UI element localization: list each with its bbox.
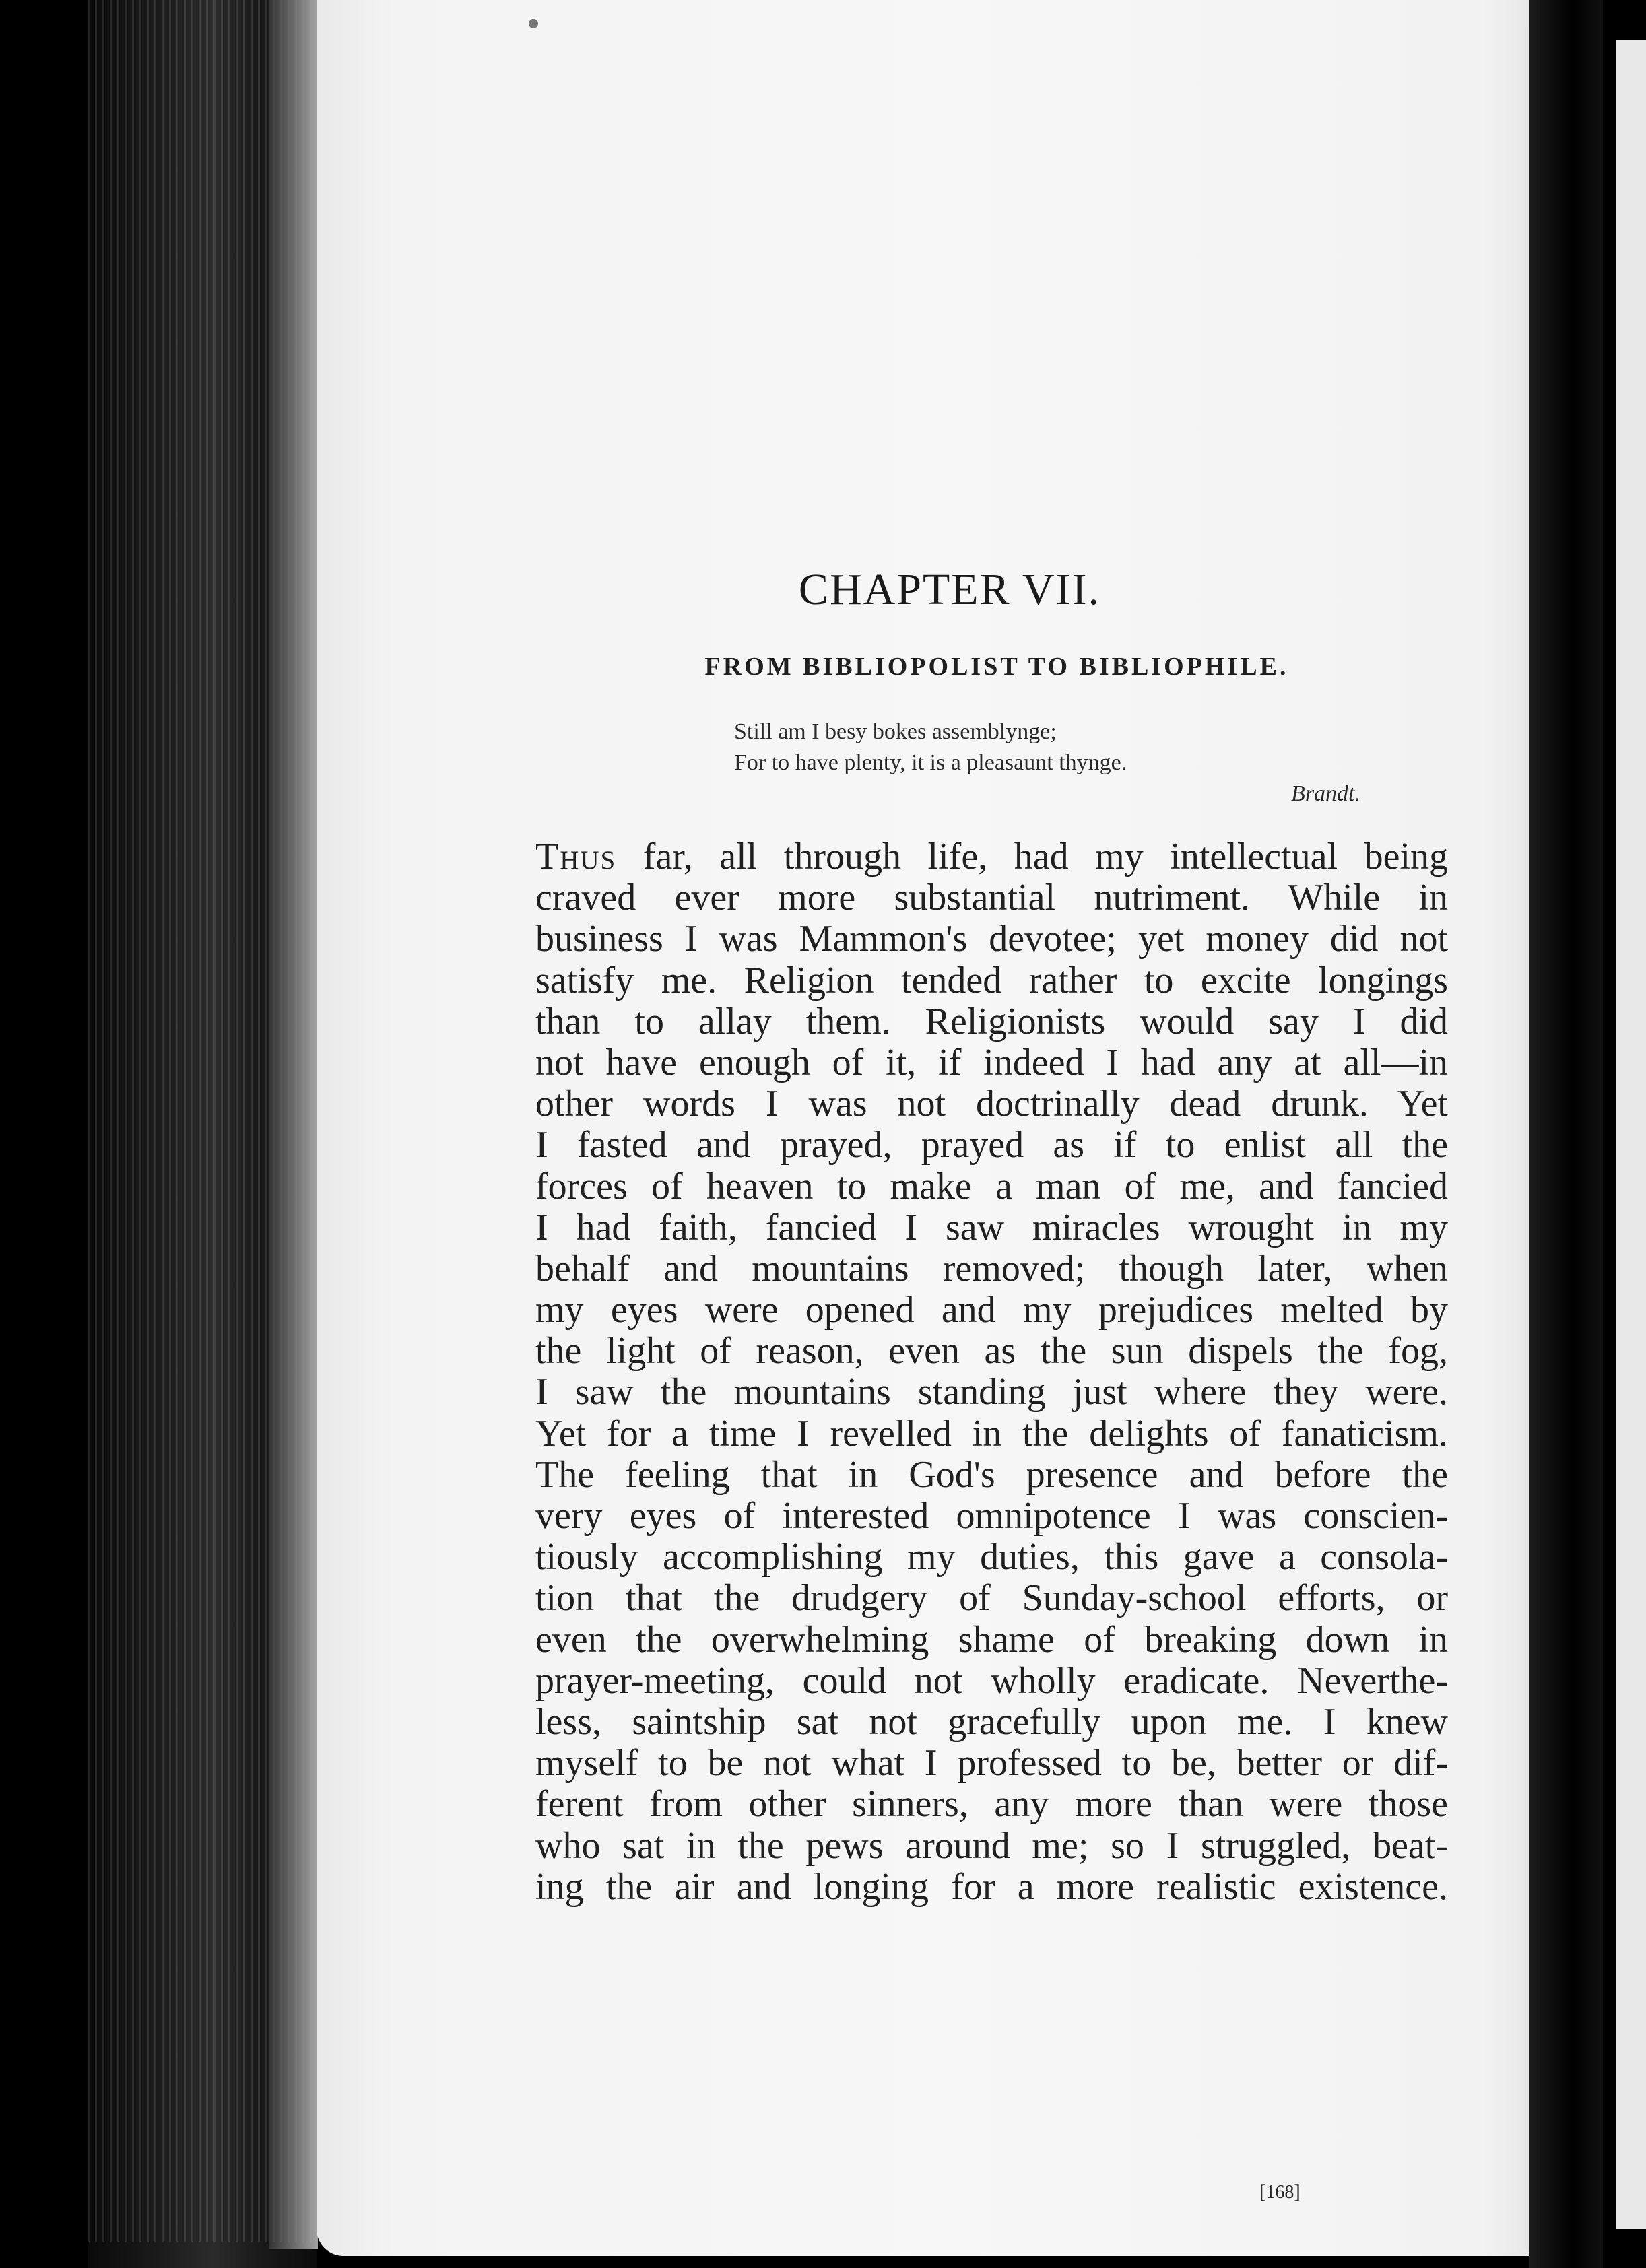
chapter-subtitle: FROM BIBLIOPOLIST TO BIBLIOPHILE. (704, 653, 1289, 681)
epigraph-line: Still am I besy bokes assemblynge; (734, 719, 1057, 744)
body-line: I saw the mountains standing just where they were. (535, 1371, 1448, 1413)
body-line: my eyes were opened and my prejudices melted by (535, 1289, 1448, 1331)
body-line: I had faith, fancied I saw miracles wrought in my (535, 1206, 1448, 1248)
body-line: Yet for a time I revelled in the delights of fanaticism. (535, 1412, 1448, 1455)
body-line: forces of heaven to make a man of me, and fancied (535, 1165, 1448, 1207)
right-spine (1529, 0, 1603, 2268)
body-line: business I was Mammon's devotee; yet money did not (535, 918, 1448, 960)
body-line: not have enough of it, if indeed I had any at all—in (535, 1041, 1448, 1083)
body-line: ferent from other sinners, any more than were those (535, 1783, 1448, 1826)
body-line: who sat in the pews around me; so I struggled, beat- (535, 1824, 1448, 1867)
chapter-title: CHAPTER VII. (798, 565, 1101, 614)
body-line: other words I was not doctrinally dead drunk. Yet (535, 1083, 1448, 1125)
body-line-text: far, all through life, had my intellectual being (616, 836, 1448, 877)
body-line: satisfy me. Religion tended rather to excite longings (535, 959, 1448, 1001)
body-line: than to allay them. Religionists would say I did (535, 1000, 1448, 1042)
body-line: craved ever more substantial nutriment. While in (535, 877, 1448, 919)
body-paragraph (535, 836, 1448, 1908)
body-line: the light of reason, even as the sun dispels the fog, (535, 1330, 1448, 1372)
body-line: I fasted and prayed, prayed as if to enlist all the (535, 1124, 1448, 1166)
epigraph-line: For to have plenty, it is a pleasaunt thynge. (734, 750, 1127, 775)
body-line: tion that the drudgery of Sunday-school efforts, or (535, 1577, 1448, 1620)
body-line: very eyes of interested omnipotence I was conscien- (535, 1495, 1448, 1537)
body-line: ing the air and longing for a more realistic existence. (535, 1865, 1448, 1908)
drop-word: Thus (535, 836, 617, 877)
page-edge-highlight (269, 0, 318, 2249)
body-line: tiously accomplishing my duties, this gave a consola- (535, 1536, 1448, 1578)
epigraph (734, 716, 1381, 809)
body-line: prayer-meeting, could not wholly eradicate. Neverthe- (535, 1659, 1448, 1702)
page-number: [168] (1259, 2182, 1301, 2203)
scan-speck (529, 19, 538, 28)
body-line: less, saintship sat not gracefully upon me. I knew (535, 1700, 1448, 1743)
epigraph-attribution: Brandt. (1291, 781, 1360, 806)
body-line: myself to be not what I professed to be, better or dif- (535, 1742, 1448, 1785)
body-line: The feeling that in God's presence and before the (535, 1453, 1448, 1496)
facing-page-sliver (1616, 40, 1646, 2229)
body-line (535, 836, 1448, 877)
body-line: even the overwhelming shame of breaking down in (535, 1618, 1448, 1661)
body-line: behalf and mountains removed; though later, when (535, 1247, 1448, 1290)
